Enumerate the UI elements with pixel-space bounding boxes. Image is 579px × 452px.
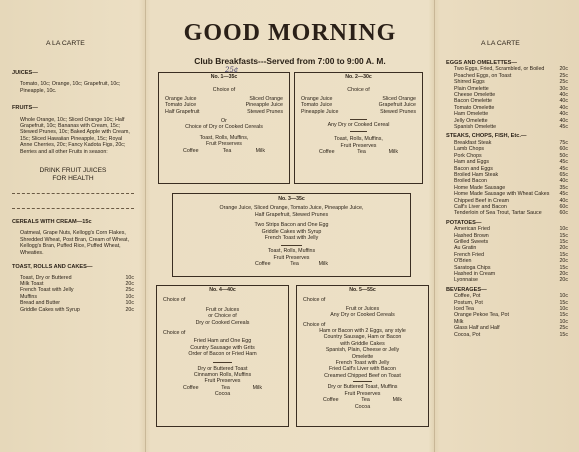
item-price: 65c bbox=[559, 171, 568, 178]
item-name: Cocoa, Pot bbox=[454, 331, 481, 338]
item-name: Broiled Bacon bbox=[454, 178, 487, 185]
item-price: 45c bbox=[559, 124, 568, 131]
box-line: Cinnamon Rolls, Muffins bbox=[193, 372, 252, 379]
divider bbox=[12, 193, 134, 194]
item-name: Pork Chops bbox=[454, 152, 482, 159]
box-line: Toast, Rolls, Muffins bbox=[267, 248, 316, 255]
item-name: Spanish Omelette bbox=[454, 124, 497, 131]
box-line: Orange Juice bbox=[165, 95, 197, 102]
list-item bbox=[20, 307, 134, 313]
box-line: Toast, Rolls, Muffins, bbox=[334, 136, 383, 143]
item-price: 10c bbox=[559, 318, 568, 325]
beverages-list bbox=[454, 293, 568, 338]
box-line: Order of Bacon or Fried Ham bbox=[188, 351, 257, 358]
divider bbox=[12, 208, 134, 209]
box-line: Tomato Juice bbox=[301, 102, 333, 109]
item-name: Chipped Beef in Cream bbox=[454, 197, 510, 204]
item-name: French Toast with Jelly bbox=[20, 287, 74, 294]
item-name: Coffee, Pot bbox=[454, 293, 481, 300]
box-line: Fried Calf's Liver with Bacon bbox=[329, 366, 396, 373]
steaks-heading: STEAKS, CHOPS, FISH, Etc.— bbox=[446, 133, 527, 140]
item-name: Lyonnaise bbox=[454, 277, 478, 284]
handwritten-price: 25¢ bbox=[225, 66, 239, 74]
box-line: Griddle Cakes with Syrup bbox=[261, 228, 322, 235]
box-line: Fruit Preserves bbox=[204, 378, 241, 385]
box-line: Pineapple Juice bbox=[245, 102, 283, 109]
item-price: 20c bbox=[559, 258, 568, 265]
item-name: Lamb Chops bbox=[454, 146, 485, 153]
item-price: 20c bbox=[125, 280, 134, 287]
box-title: No. 1—35c bbox=[210, 74, 238, 80]
list-item bbox=[454, 210, 568, 216]
item-name: Glass Half and Half bbox=[454, 325, 500, 332]
box-line: Milk bbox=[392, 397, 402, 404]
eggs-heading: EGGS AND OMELETTES— bbox=[446, 60, 517, 66]
beverages-heading: BEVERAGES— bbox=[446, 286, 487, 293]
divider bbox=[350, 131, 367, 132]
drink-juices-line1: DRINK FRUIT JUICES bbox=[39, 167, 107, 175]
box-line: Any Dry or Cooked Cereals bbox=[330, 312, 395, 319]
item-name: O'Brien bbox=[454, 258, 472, 265]
item-name: Muffins bbox=[20, 293, 37, 300]
item-name: Milk Toast bbox=[20, 280, 44, 287]
list-item bbox=[454, 124, 568, 130]
item-price: 60c bbox=[559, 146, 568, 153]
box-line: Tea bbox=[361, 397, 370, 404]
item-price: 45c bbox=[559, 191, 568, 198]
item-name: Cheese Omelette bbox=[454, 92, 496, 99]
box-line: Toast, Rolls, Muffins, bbox=[199, 134, 249, 141]
item-price: 40c bbox=[559, 197, 568, 204]
box-line: Coffee bbox=[183, 147, 199, 154]
box-title: No. 5—55c bbox=[349, 287, 376, 293]
box-line: Choice of bbox=[303, 321, 326, 328]
box-title: No. 3—35c bbox=[278, 196, 305, 202]
box-line: Tomato Juice bbox=[165, 102, 197, 109]
fold-line-right bbox=[434, 0, 435, 452]
box-line: French Toast with Jelly bbox=[335, 360, 390, 367]
item-price: 15c bbox=[559, 312, 568, 319]
right-column bbox=[446, 60, 568, 338]
item-price: 40c bbox=[559, 98, 568, 105]
box-line: or Choice of bbox=[208, 313, 237, 320]
item-price: 40c bbox=[559, 178, 568, 185]
item-name: Toast, Dry or Buttered bbox=[20, 274, 72, 281]
toast-list bbox=[20, 275, 134, 313]
box-line: Coffee bbox=[323, 397, 339, 404]
fruits-text: Whole Orange, 10c; Sliced Orange 10c; Half Grapefruit, 10c; Bananas with Cream, 15c; Stewed Prunes, 10c; Baked Apple with Cream, 15c; Sliced Hawaiian Pineapple, 15c; Royal Anne Cherries, 20c; Fancy Kadota Figs, 20c; Berries and all other Fruits in season: bbox=[20, 116, 130, 155]
item-price: 20c bbox=[559, 245, 568, 252]
box-line: Tea bbox=[221, 384, 230, 391]
item-price: 40c bbox=[559, 104, 568, 111]
box-line: Country Sausage with Grits bbox=[190, 344, 255, 351]
item-name: Au Gratin bbox=[454, 245, 477, 252]
box-line: Country Sausage, Ham or Bacon bbox=[323, 334, 402, 341]
item-name: Calf's Liver and Bacon bbox=[454, 203, 507, 210]
item-name: Ham Omelette bbox=[454, 111, 489, 118]
item-price: 75c bbox=[559, 139, 568, 146]
item-price: 50c bbox=[559, 152, 568, 159]
item-price: 15c bbox=[559, 251, 568, 258]
item-price: 40c bbox=[559, 92, 568, 99]
cereals-heading: CEREALS WITH CREAM—15c bbox=[12, 219, 92, 226]
fold-line-left bbox=[145, 0, 146, 452]
box-line: Tea bbox=[357, 149, 366, 156]
box-line: Sliced Orange bbox=[382, 95, 416, 102]
list-item bbox=[454, 332, 568, 338]
box-line: Choice of Dry or Cooked Cereals bbox=[185, 124, 263, 131]
item-name: American Fried bbox=[454, 226, 490, 233]
drink-juices-line2: FOR HEALTH bbox=[52, 175, 94, 183]
item-price: 15c bbox=[559, 331, 568, 338]
drinks-row bbox=[183, 148, 265, 154]
box-line: Orange Juice, Sliced Orange, Tomato Juice, Pineapple Juice, bbox=[219, 205, 364, 212]
a-la-carte-right: A LA CARTE bbox=[481, 40, 520, 47]
item-price: 60c bbox=[559, 203, 568, 210]
eggs-list bbox=[454, 66, 568, 130]
box-line: Sliced Orange bbox=[249, 95, 283, 102]
item-price: 40c bbox=[559, 111, 568, 118]
item-name: Bread and Butter bbox=[20, 300, 61, 307]
box-line: Half Grapefruit, Stewed Prunes bbox=[254, 211, 329, 218]
box-line: Tea bbox=[222, 147, 232, 154]
item-price: 20c bbox=[559, 271, 568, 277]
item-name: French Fried bbox=[454, 251, 485, 258]
box-line: Choice of bbox=[163, 330, 186, 337]
page-title: GOOD MORNING bbox=[183, 20, 397, 46]
item-price: 20c bbox=[559, 277, 568, 284]
item-name: Bacon and Eggs bbox=[454, 165, 493, 172]
breakfast-no3-box bbox=[172, 193, 411, 277]
box-line: Tea bbox=[290, 261, 299, 268]
item-price: 25c bbox=[559, 72, 568, 79]
box-line: Stewed Prunes bbox=[380, 108, 416, 115]
box-title: No. 2—30c bbox=[345, 74, 372, 80]
divider bbox=[213, 362, 232, 363]
box-line: Fruit Preserves bbox=[273, 254, 310, 261]
item-name: Home Made Sausage bbox=[454, 184, 506, 191]
potatoes-heading: POTATOES— bbox=[446, 219, 482, 226]
item-price: 60c bbox=[559, 210, 568, 217]
box-line: Fruit Preserves bbox=[340, 142, 377, 149]
item-name: Ham and Eggs bbox=[454, 159, 490, 166]
item-name: Orange Pekoe Tea, Pot bbox=[454, 312, 509, 319]
list-item bbox=[454, 277, 568, 283]
item-price: 35c bbox=[559, 184, 568, 191]
box-line: Pineapple Juice bbox=[301, 108, 339, 115]
potatoes-list bbox=[454, 226, 568, 284]
box-line: Milk bbox=[318, 261, 328, 268]
item-price: 15c bbox=[559, 264, 568, 271]
item-price: 10c bbox=[125, 274, 134, 281]
box-line: Stewed Prunes bbox=[247, 108, 283, 115]
box-line: Half Grapefruit bbox=[165, 108, 200, 115]
item-name: Hashed Brown bbox=[454, 232, 489, 239]
item-price: 10c bbox=[125, 300, 134, 307]
steaks-list bbox=[454, 140, 568, 217]
box-line: Any Dry or Cooked Cereal bbox=[327, 122, 390, 129]
item-price: 10c bbox=[559, 226, 568, 233]
box-line: Milk bbox=[388, 149, 398, 156]
divider bbox=[353, 381, 372, 382]
box-line: Fruit or Juices bbox=[345, 305, 380, 312]
box-title: No. 4—40c bbox=[209, 287, 236, 293]
item-price: 20c bbox=[559, 66, 568, 73]
choice-row bbox=[301, 109, 416, 115]
item-name: Poached Eggs, on Toast bbox=[454, 72, 512, 79]
box-line: Fruit Preserves bbox=[344, 390, 381, 397]
box-line: Fried Ham and One Egg bbox=[193, 338, 252, 345]
box-line: Choice of bbox=[347, 87, 370, 94]
box-line: Coffee bbox=[255, 261, 271, 268]
item-name: Hashed in Cream bbox=[454, 271, 496, 277]
box-line: Ham or Bacon with 2 Eggs, any style bbox=[319, 328, 406, 335]
item-name: Griddle Cakes with Syrup bbox=[20, 306, 80, 313]
box-line: Dry or Buttered Toast, Muffins bbox=[327, 384, 398, 391]
box-line: with Griddle Cakes bbox=[340, 340, 385, 347]
item-price: 25c bbox=[559, 79, 568, 86]
box-line: Fruit or Juices bbox=[205, 306, 240, 313]
item-name: Tomato Omelette bbox=[454, 104, 495, 111]
item-name: Plain Omelette bbox=[454, 85, 489, 92]
choice-row bbox=[165, 109, 283, 115]
box-line: Spanish, Plain, Cheese or Jelly bbox=[325, 347, 400, 354]
item-price: 15c bbox=[559, 238, 568, 245]
box-line: Choice of bbox=[163, 297, 186, 304]
item-price: 10c bbox=[559, 306, 568, 313]
item-price: 25c bbox=[559, 325, 568, 332]
item-price: 10c bbox=[559, 293, 568, 300]
box-line: Omelette bbox=[351, 353, 374, 360]
item-price: 40c bbox=[559, 117, 568, 124]
box-line: Coffee bbox=[319, 149, 335, 156]
item-name: Shirred Eggs bbox=[454, 79, 485, 86]
item-name: Breakfast Steak bbox=[454, 139, 492, 146]
item-name: Iced Tea bbox=[454, 306, 474, 313]
divider bbox=[281, 245, 302, 246]
box-line: Or bbox=[221, 118, 227, 125]
item-price: 10c bbox=[125, 293, 134, 300]
item-price: 30c bbox=[559, 85, 568, 92]
item-name: Saratoga Chips bbox=[454, 264, 491, 271]
fruits-heading: FRUITS— bbox=[12, 105, 38, 112]
breakfast-no5-box bbox=[296, 285, 429, 427]
item-price: 25c bbox=[125, 287, 134, 294]
a-la-carte-left: A LA CARTE bbox=[46, 40, 85, 47]
item-price: 20c bbox=[125, 306, 134, 313]
item-price: 45c bbox=[559, 159, 568, 166]
box-line: Grapefruit Juice bbox=[378, 102, 416, 109]
toast-heading: TOAST, ROLLS AND CAKES— bbox=[12, 264, 93, 271]
left-column bbox=[12, 70, 134, 313]
drinks-row bbox=[319, 149, 398, 155]
box-line: Choice of bbox=[303, 297, 326, 304]
box-line: Milk bbox=[255, 147, 265, 154]
box-line: Coffee bbox=[183, 384, 199, 391]
item-price: 45c bbox=[559, 165, 568, 172]
breakfast-no4-box bbox=[156, 285, 289, 427]
box-line: Choice of bbox=[212, 87, 236, 94]
juices-heading: JUICES— bbox=[12, 70, 38, 76]
box-line: Milk bbox=[252, 384, 262, 391]
page-subtitle: Club Breakfasts---Served from 7:00 to 9:00 A. M. bbox=[194, 56, 386, 66]
box-line: Creamed Chipped Beef on Toast bbox=[324, 372, 401, 379]
item-name: Two Eggs, Fried, Scrambled, or Boiled bbox=[454, 66, 545, 73]
breakfast-no2-box bbox=[294, 72, 423, 184]
box-line: Dry or Buttered Toast bbox=[197, 365, 248, 372]
juices-text: Tomato, 10c; Orange, 10c; Grapefruit, 10c; Pineapple, 10c. bbox=[20, 81, 121, 94]
item-name: Home Made Sausage with Wheat Cakes bbox=[454, 191, 550, 198]
box-line: Two Strips Bacon and One Egg bbox=[254, 222, 329, 229]
item-name: Jelly Omelette bbox=[454, 117, 488, 124]
item-name: Grilled Sweets bbox=[454, 238, 489, 245]
box-line: Fruit Preserves bbox=[206, 141, 242, 148]
item-name: Broiled Ham Steak bbox=[454, 171, 499, 178]
item-name: Postum, Pot bbox=[454, 299, 483, 306]
item-price: 15c bbox=[559, 299, 568, 306]
breakfast-no1-box bbox=[158, 66, 290, 184]
box-line: Cocoa bbox=[214, 391, 231, 398]
drinks-row bbox=[255, 261, 328, 267]
box-line: Dry or Cooked Cereals bbox=[195, 319, 250, 326]
box-line: French Toast with Jelly bbox=[264, 235, 319, 242]
box-line: Orange Juice bbox=[301, 95, 333, 102]
item-price: 15c bbox=[559, 232, 568, 239]
item-name: Tenderloin of Sea Trout, Tartar Sauce bbox=[454, 210, 542, 217]
item-name: Milk bbox=[454, 318, 464, 325]
cereals-text: Oatmeal, Grape Nuts, Kellogg's Corn Flakes, Shredded Wheat, Post Bran, Cream of Wheat, Kellogg's Bran, Puffed Rice, Puffed Wheat, Wheaties. bbox=[20, 230, 129, 256]
box-line: Cocoa bbox=[354, 403, 371, 410]
divider bbox=[350, 119, 367, 120]
item-name: Bacon Omelette bbox=[454, 98, 492, 105]
